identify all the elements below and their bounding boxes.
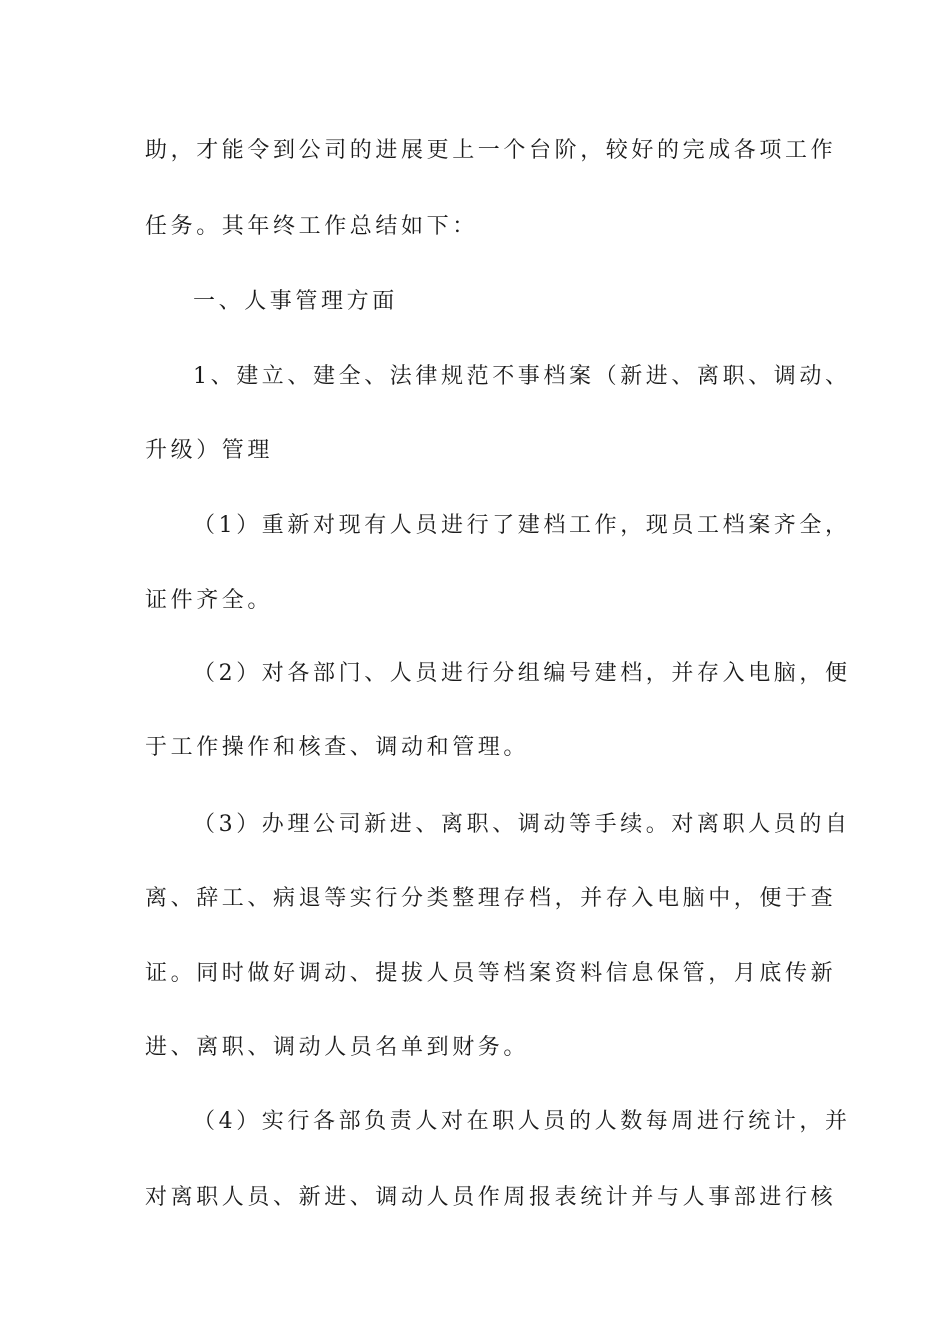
paragraph-line: （2）对各部门、人员进行分组编号建档，并存入电脑，便: [193, 661, 851, 686]
paragraph-line: 离、辞工、病退等实行分类整理存档，并存入电脑中，便于查: [145, 886, 837, 911]
paragraph-line: 助，才能令到公司的进展更上一个台阶，较好的完成各项工作: [145, 138, 837, 163]
paragraph-line: （1）重新对现有人员进行了建档工作，现员工档案齐全，: [193, 513, 851, 538]
paragraph-line: （4）实行各部负责人对在职人员的人数每周进行统计，并: [193, 1109, 851, 1134]
section-heading: 一、人事管理方面: [193, 289, 398, 314]
paragraph-line: 任务。其年终工作总结如下：: [145, 214, 478, 239]
paragraph-line: 证件齐全。: [145, 588, 274, 613]
paragraph-line: 进、离职、调动人员名单到财务。: [145, 1035, 530, 1060]
paragraph-line: （3）办理公司新进、离职、调动等手续。对离职人员的自: [193, 812, 851, 837]
paragraph-line: 于工作操作和核查、调动和管理。: [145, 735, 530, 760]
paragraph-line: 升级）管理: [145, 438, 274, 463]
paragraph-line: 1、建立、建全、法律规范不事档案（新进、离职、调动、: [193, 364, 851, 389]
paragraph-line: 证。同时做好调动、提拔人员等档案资料信息保管，月底传新: [145, 961, 837, 986]
paragraph-line: 对离职人员、新进、调动人员作周报表统计并与人事部进行核: [145, 1185, 837, 1210]
